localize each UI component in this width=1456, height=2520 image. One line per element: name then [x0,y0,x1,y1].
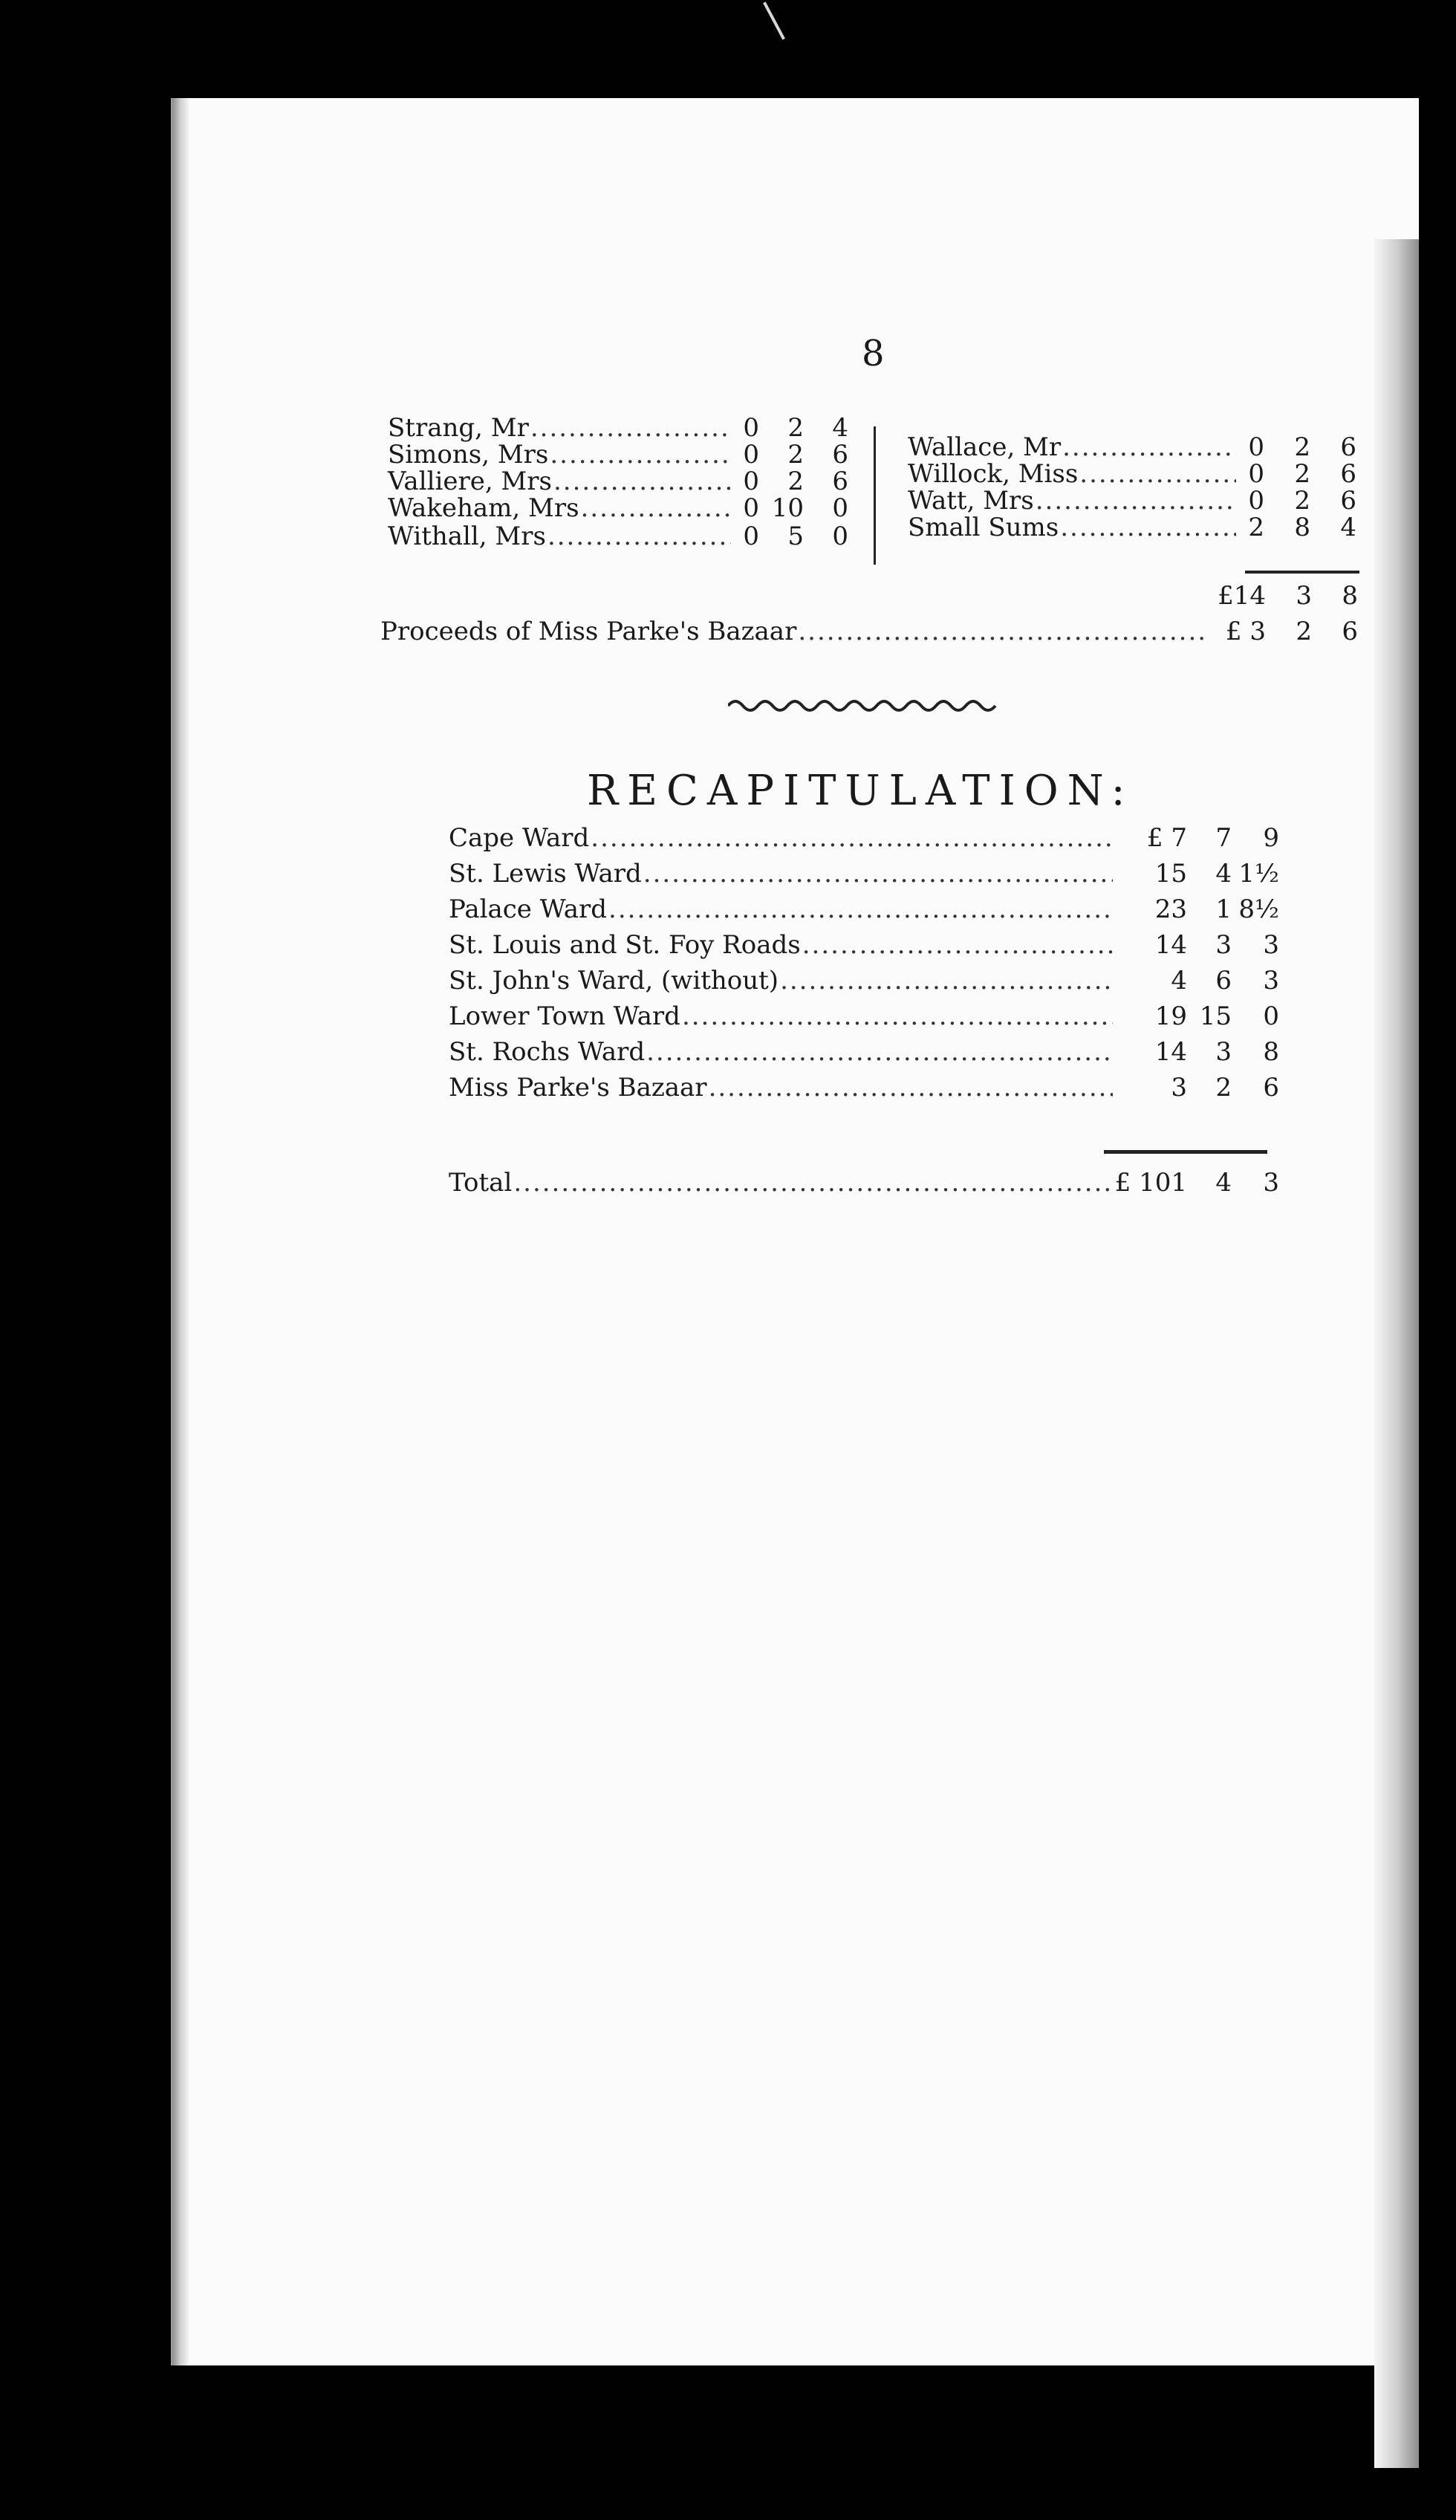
donor-row: Valliere, Mrs ..... 0 2 6 [388,467,848,496]
total-rule [1104,1150,1267,1154]
page-spine-edge [172,98,189,2365]
recap-row: Cape Ward ..... £ 7 7 9 [449,823,1279,853]
recap-row: Palace Ward ..... 23 1 8½ [449,894,1279,924]
recap-row: St. Rochs Ward ..... 14 3 8 [449,1037,1279,1067]
recap-row: Miss Parke's Bazaar ..... 3 2 6 [449,1073,1279,1102]
wave-ornament-icon [728,692,1003,718]
donor-row: Willock, Miss ..... 0 2 6 [908,459,1356,489]
page-number: 8 [862,333,885,374]
donor-row: Withall, Mrs ..... 0 5 0 [388,522,848,551]
recap-row: Lower Town Ward ..... 19 15 0 [449,1001,1279,1031]
recap-row: St. Lewis Ward ..... 15 4 1½ [449,859,1279,889]
donor-row: Watt, Mrs ..... 0 2 6 [908,486,1356,516]
recap-row: St. Louis and St. Foy Roads ..... 14 3 3 [449,930,1279,960]
donor-row: Small Sums ..... 2 8 4 [908,513,1356,542]
scan-mark [763,1,785,39]
total-row: Total ..... £ 101 4 3 [449,1168,1279,1198]
ward-total: £14 3 8 [1218,581,1358,611]
donor-row: Simons, Mrs ..... 0 2 6 [388,440,848,470]
bazaar-proceeds-row: Proceeds of Miss Parke's Bazaar ..... £ 3 2 6 [380,617,1358,646]
recap-row: St. John's Ward, (without) ..... 4 6 3 [449,966,1279,996]
donor-row: Wakeham, Mrs ..... 0 10 0 [388,493,848,523]
donor-row: Strang, Mr ..... 0 2 4 [388,413,848,443]
subtotal-rule [1245,571,1359,574]
column-divider [874,426,876,565]
page-gutter-shadow [1374,239,1419,2468]
section-title: RECAPITULATION: [587,767,1134,815]
donor-row: Wallace, Mr ..... 0 2 6 [908,432,1356,462]
